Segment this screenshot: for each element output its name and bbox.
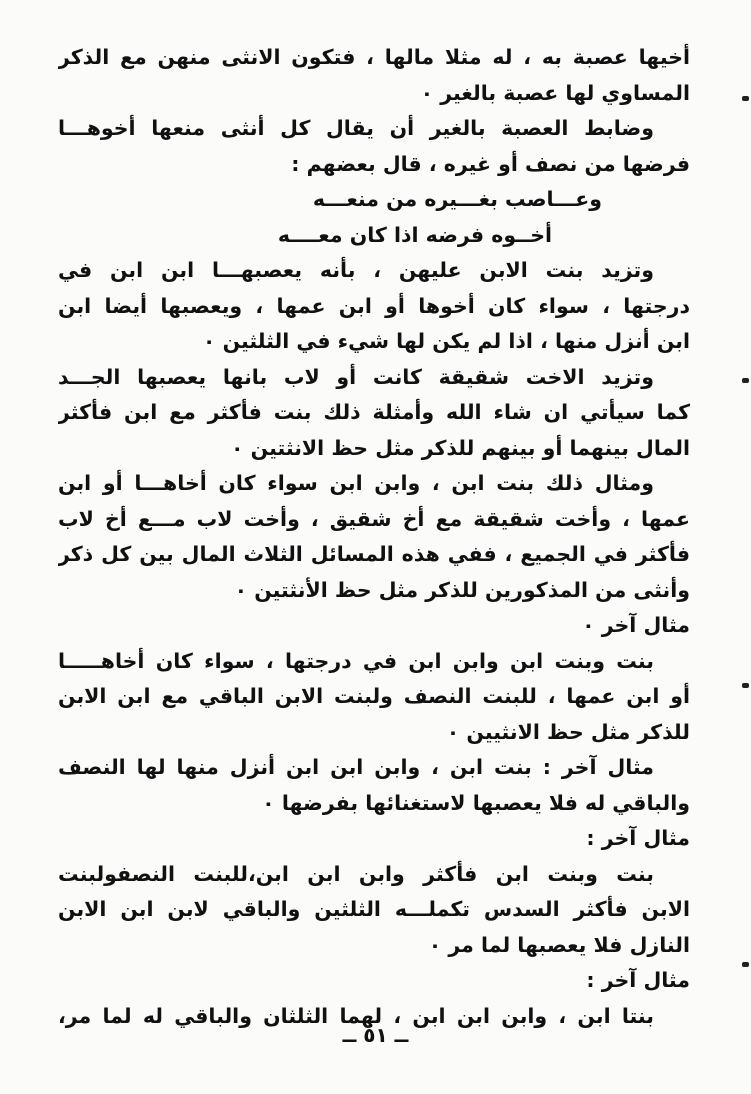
scan-margin-mark xyxy=(742,683,749,688)
text-line-19: أو ابن عمها ، للبنت النصف ولبنت الابن الباقي مع ابن الابن xyxy=(58,684,690,708)
text-line-10: وتزيد الاخت شقيقة كانت أو لاب بانها يعصبها الجـــد xyxy=(58,364,654,389)
text-line-12: المال بينهما أو بينهم للذكر مثل حظ الانثتين ٠ xyxy=(231,435,690,460)
page-body-text xyxy=(58,40,690,1034)
text-line-14: عمها ، وأخت شقيقة مع أخ شقيق ، وأخت لاب مـــع أخ لاب xyxy=(58,506,690,531)
text-line-1: أخيها عصبة به ، له مثلا مالها ، فتكون الانثى منهن مع الذكر xyxy=(58,45,690,69)
text-line-28: بنتا ابن ، وابن ابن ابن ، لهما الثلثان والباقي له لما مر، xyxy=(58,1003,654,1028)
text-line-8: درجتها ، سواء كان أخوها أو ابن عمها ، ويعصبها أيضا ابن xyxy=(58,293,690,318)
text-line-13: ومثال ذلك بنت ابن ، وابن ابن سواء كان أخاهـــا أو ابن xyxy=(58,471,654,495)
text-line-22: والباقي له فلا يعصبها لاستغنائها بفرضها ٠ xyxy=(262,790,690,815)
example-heading-3: مثال آخر : xyxy=(586,968,690,992)
text-line-4: فرضها من نصف أو غيره ، قال بعضهم : xyxy=(291,151,690,176)
scan-margin-mark xyxy=(742,962,749,967)
example-heading-2: مثال آخر : xyxy=(586,826,690,850)
text-line-11: كما سيأتي ان شاء الله وأمثلة ذلك بنت فأكثر مع ابن فأكثر xyxy=(58,400,690,424)
scan-margin-mark xyxy=(742,96,749,101)
text-line-24: بنت وبنت ابن فأكثر وابن ابن ابن،للبنت النصفولبنت xyxy=(58,861,654,886)
page-number: ــ ٥١ ــ xyxy=(342,1023,409,1047)
text-line-25: الابن فأكثر السدس تكملـــه الثلثين والباقي لابن ابن الابن xyxy=(58,897,690,921)
text-line-3: وضابط العصبة بالغير أن يقال كل أنثى منعها أخوهـــا xyxy=(58,116,654,140)
text-line-21: مثال آخر : بنت ابن ، وابن ابن ابن أنزل منها لها النصف xyxy=(58,755,654,779)
text-line-9: ابن أنزل منها ، اذا لم يكن لها شيء في الثلثين ٠ xyxy=(202,329,690,353)
text-line-2: المساوي لها عصبة بالغير ٠ xyxy=(420,80,690,105)
verse-line-1: وعـــاصب بغـــيره من منعـــه xyxy=(312,187,602,211)
text-line-20: للذكر مثل حظ الانثيين ٠ xyxy=(446,719,690,744)
verse-line-2: أخــوه فرضه اذا كان معــــه xyxy=(277,222,552,247)
example-heading-1: مثال آخر ٠ xyxy=(582,613,690,637)
text-line-16: وأنثى من المذكورين للذكر مثل حظ الأنثتين ٠ xyxy=(234,577,690,602)
text-line-7: وتزيد بنت الابن عليهن ، بأنه يعصبهـــا ابن ابن في xyxy=(58,258,654,282)
text-line-15: فأكثر في الجميع ، ففي هذه المسائل الثلاث المال بين كل ذكر xyxy=(58,542,690,566)
text-line-18: بنت وبنت ابن وابن ابن في درجتها ، سواء كان أخاهـــــا xyxy=(58,648,654,673)
scan-margin-mark xyxy=(742,378,749,383)
text-line-26: النازل فلا يعصبها لما مر ٠ xyxy=(428,932,690,957)
